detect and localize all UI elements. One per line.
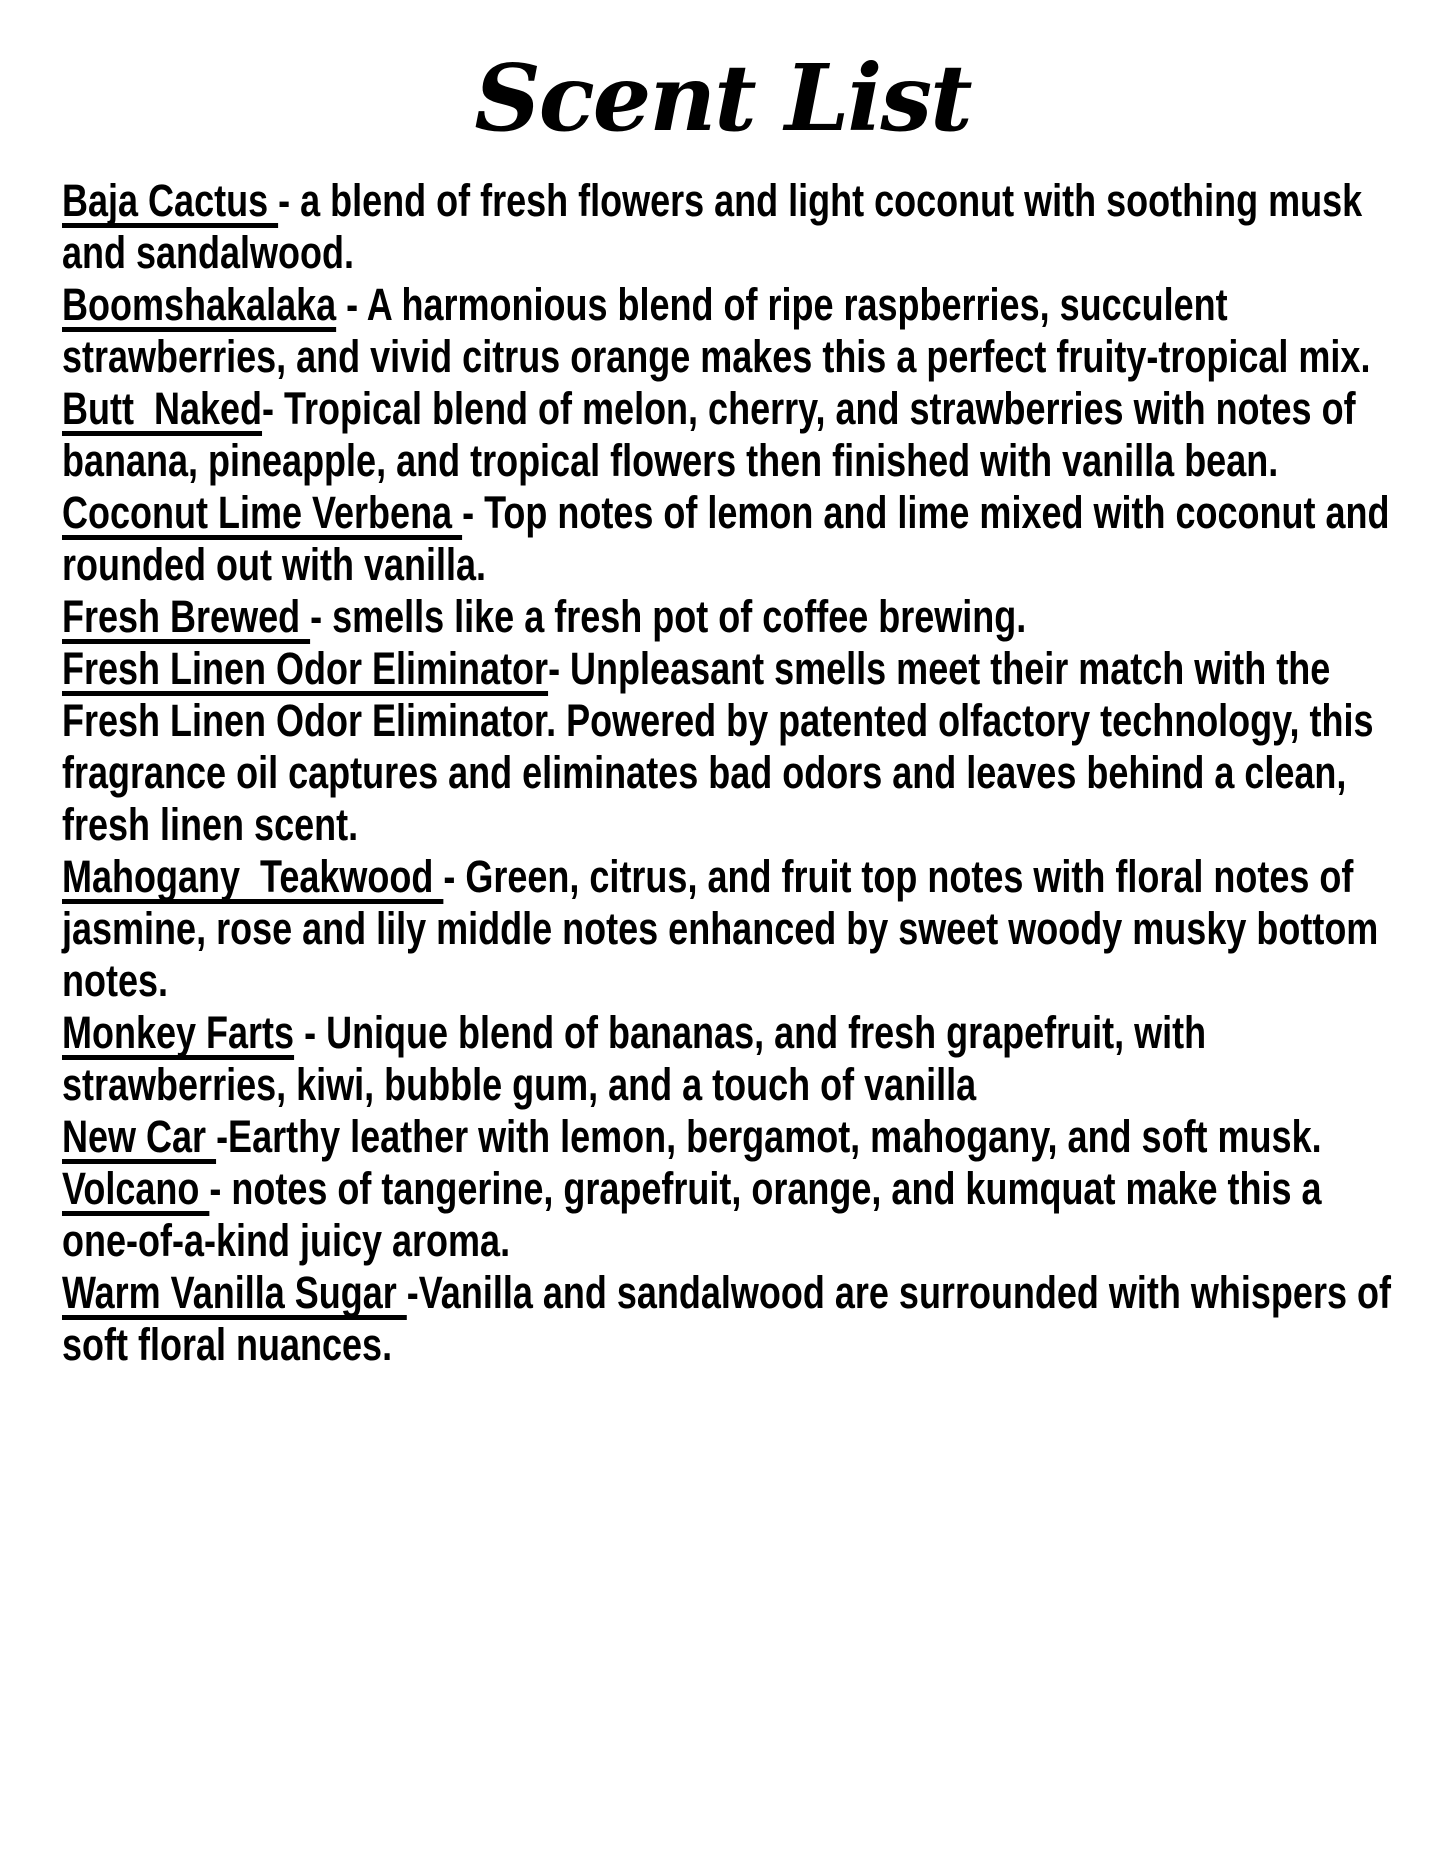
scent-entry <box>62 1007 1398 1111</box>
scent-entry <box>62 383 1398 487</box>
scent-name: Fresh Brewed <box>62 590 311 642</box>
scent-entry <box>62 1163 1398 1267</box>
scent-entry <box>62 279 1398 383</box>
scent-description: - Top notes of lemon and lime mixed with coconut and rounded out with vanilla. <box>62 486 1400 590</box>
scent-name: Mahogany Teakwood <box>62 850 444 902</box>
scent-name: Butt Naked <box>62 382 263 434</box>
scent-name: Volcano <box>62 1162 210 1214</box>
scent-list <box>62 175 1445 1371</box>
scent-name: Fresh Linen Odor Eliminator <box>62 642 549 694</box>
scent-entry <box>62 487 1398 591</box>
scent-name: Monkey Farts <box>62 1006 295 1058</box>
scent-name: New Car <box>62 1110 217 1162</box>
scent-description: - Tropical blend of melon, cherry, and strawberries with notes of banana, pineapple, and tropical flowers then finished with vanilla bean. <box>62 382 1366 486</box>
scent-description: - Unique blend of bananas, and fresh grapefruit, with strawberries, kiwi, bubble gum, and a touch of vanilla <box>62 1006 1217 1110</box>
scent-entry <box>62 1111 1398 1163</box>
scent-description: - Green, citrus, and fruit top notes with floral notes of jasmine, rose and lily middle notes enhanced by sweet woody musky bottom notes. <box>62 850 1389 1006</box>
scent-entry <box>62 1266 1401 1371</box>
scent-name: Coconut Lime Verbena <box>62 486 463 538</box>
scent-entry <box>62 643 1398 851</box>
scent-name: Boomshakalaka <box>62 278 337 330</box>
scent-description: -Vanilla and sandalwood are surrounded with whispers of soft floral nuances. <box>62 1266 1401 1370</box>
scent-description: - A harmonious blend of ripe raspberries, succulent strawberries, and vivid citrus orange makes this a perfect fruity-tropical mix. <box>62 278 1371 382</box>
scent-description: - a blend of fresh flowers and light coconut with soothing musk and sandalwood. <box>62 174 1373 278</box>
scent-entry <box>62 591 1398 643</box>
scent-description: - notes of tangerine, grapefruit, orange, and kumquat make this a one-of-a-kind juicy aroma. <box>62 1162 1332 1266</box>
scent-description: - Unpleasant smells meet their match with the Fresh Linen Odor Eliminator. Powered by patented olfactory technology, this fragrance oil captures and eliminates bad odors and leaves behind a clean, fresh linen scent. <box>62 642 1384 850</box>
scent-entry <box>62 175 1398 279</box>
scent-name: Warm Vanilla Sugar <box>62 1266 407 1318</box>
scent-description: - smells like a fresh pot of coffee brewing. <box>310 590 1027 642</box>
scent-list-inner <box>62 174 1401 1371</box>
scent-description: -Earthy leather with lemon, bergamot, mahogany, and soft musk. <box>216 1110 1322 1162</box>
scent-name: Baja Cactus <box>62 174 279 226</box>
scent-entry <box>62 851 1398 1007</box>
page-title: Scent List <box>474 44 971 152</box>
